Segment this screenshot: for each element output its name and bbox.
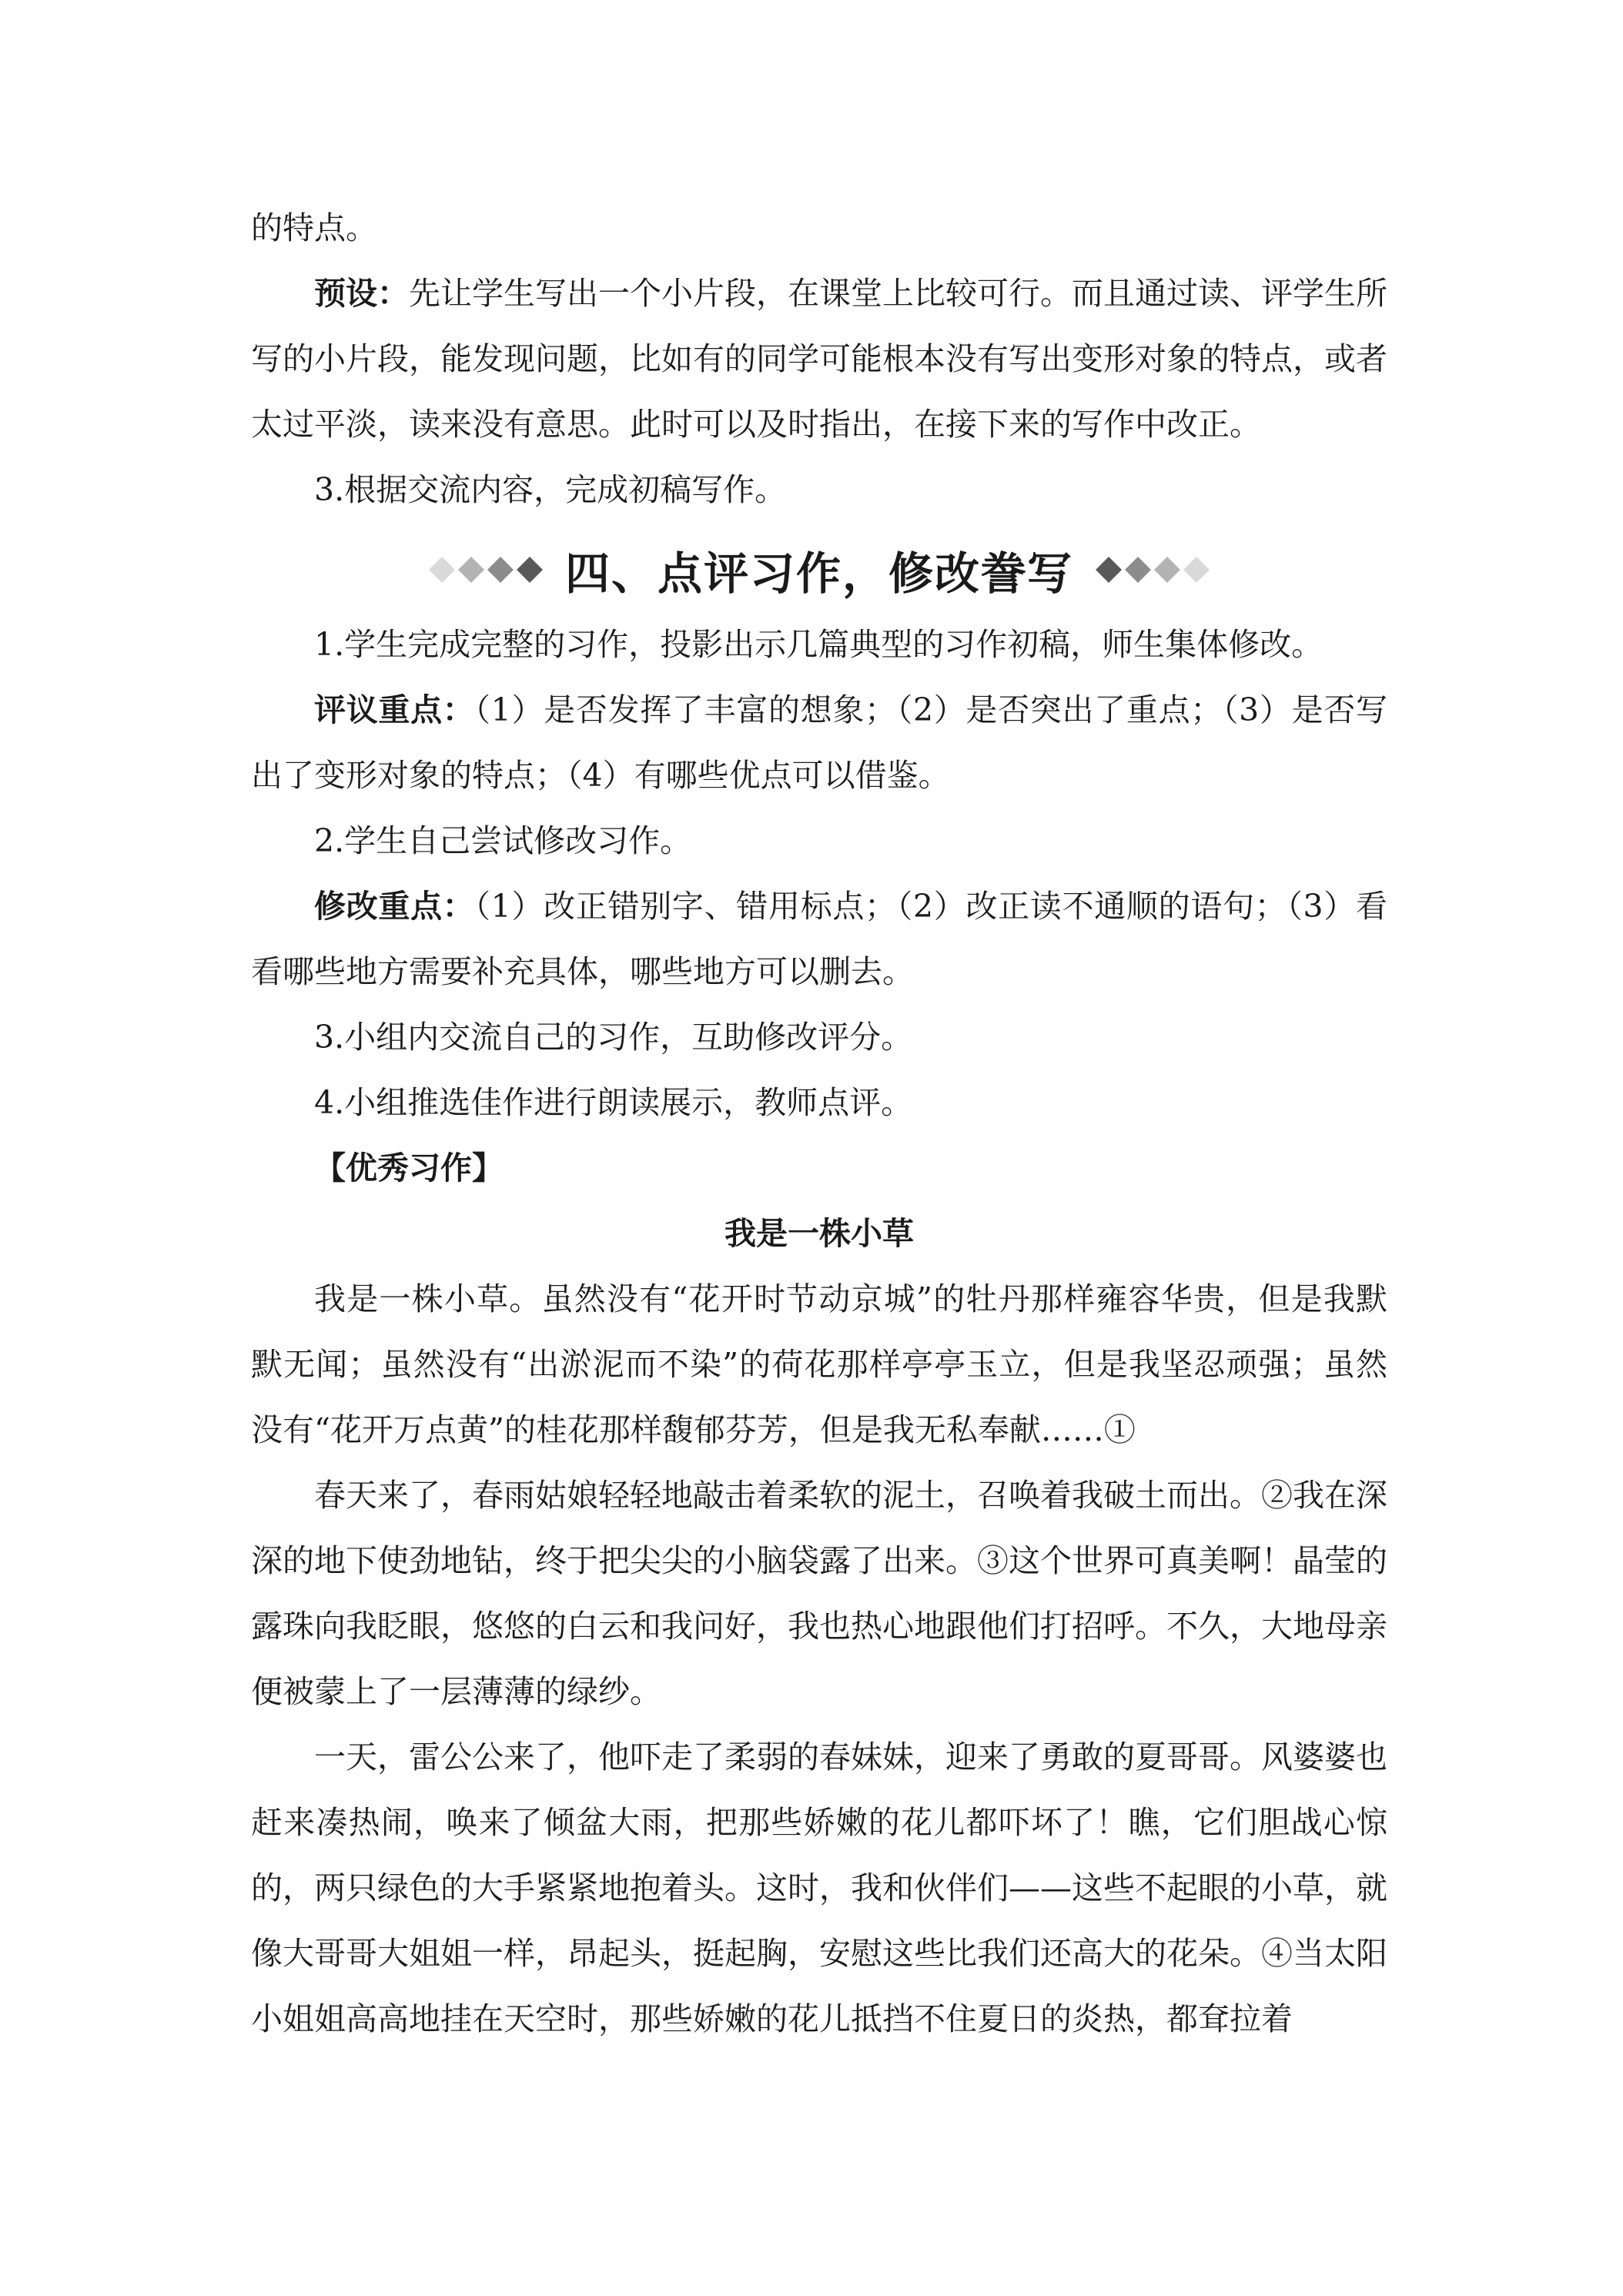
diamond-icon <box>517 557 543 583</box>
paragraph-preset: 预设：先让学生写出一个小片段，在课堂上比较可行。而且通过读、评学生所写的小片段，能发现问题，比如有的同学可能根本没有写出变形对象的特点，或者太过平淡，读来没有意思。此时可以及时指出，在接下来的写作中改正。 <box>251 275 1387 443</box>
paragraph-revise-points: 修改重点：（1）改正错别字、错用标点；（2）改正读不通顺的语句；（3）看看哪些地方需要补充具体，哪些地方可以删去。 <box>251 888 1387 990</box>
right-diamond-ornament <box>1099 561 1206 579</box>
paragraph-step-4: 4.小组推选佳作进行朗读展示，教师点评。 <box>314 1084 913 1121</box>
essay-paragraph: 我是一株小草。虽然没有“花开时节动京城”的牡丹那样雍容华贵，但是我默默无闻；虽然没有“出淤泥而不染”的荷花那样亭亭玉立，但是我坚忍顽强；虽然没有“花开万点黄”的桂花那样馥郁芬芳，但是我无私奉献……① <box>251 1280 1387 1448</box>
excellent-essay-label: 【优秀习作】 <box>314 1150 504 1186</box>
paragraph-step-3: 3.根据交流内容，完成初稿写作。 <box>314 471 787 508</box>
diamond-icon <box>487 557 514 583</box>
diamond-icon <box>1183 557 1210 583</box>
section-heading <box>251 527 1387 612</box>
diamond-icon <box>429 557 455 583</box>
revise-label: 修改重点： <box>314 888 475 925</box>
diamond-icon <box>1096 557 1122 583</box>
section-heading-text: 四、点评习作，修改誊写 <box>564 547 1073 600</box>
paragraph-review-points: 评议重点：（1）是否发挥了丰富的想象；（2）是否突出了重点；（3）是否写出了变形对象的特点；（4）有哪些优点可以借鉴。 <box>251 691 1387 794</box>
preset-label: 预设： <box>314 275 409 312</box>
paragraph-step-2: 2.学生自己尝试修改习作。 <box>314 822 692 859</box>
essay-paragraph: 春天来了，春雨姑娘轻轻地敲击着柔软的泥土，召唤着我破土而出。②我在深深的地下使劲地钻，终于把尖尖的小脑袋露了出来。③这个世界可真美啊！晶莹的露珠向我眨眼，悠悠的白云和我问好，我也热心地跟他们打招呼。不久，大地母亲便被蒙上了一层薄薄的绿纱。 <box>251 1477 1387 1710</box>
diamond-icon <box>1125 557 1151 583</box>
essay-paragraph: 一天，雷公公来了，他吓走了柔弱的春妹妹，迎来了勇敢的夏哥哥。风婆婆也赶来凑热闹，唤来了倾盆大雨，把那些娇嫩的花儿都吓坏了！瞧，它们胆战心惊的，两只绿色的大手紧紧地抱着头。这时，我和伙伴们——这些不起眼的小草，就像大哥哥大姐姐一样，昂起头，挺起胸，安慰这些比我们还高大的花朵。④当太阳小姐姐高高地挂在天空时，那些娇嫩的花儿抵挡不住夏日的炎热，都耷拉着 <box>251 1739 1387 2037</box>
left-diamond-ornament <box>433 561 539 579</box>
diamond-icon <box>1154 557 1180 583</box>
page-content <box>251 196 1387 2052</box>
paragraph-step-1: 1.学生完成完整的习作，投影出示几篇典型的习作初稿，师生集体修改。 <box>314 626 1323 663</box>
diamond-icon <box>458 557 484 583</box>
review-label: 评议重点： <box>314 691 475 728</box>
essay-title: 我是一株小草 <box>724 1215 914 1252</box>
paragraph-continuation: 的特点。 <box>251 209 377 246</box>
paragraph-step-3b: 3.小组内交流自己的习作，互助修改评分。 <box>314 1019 913 1056</box>
